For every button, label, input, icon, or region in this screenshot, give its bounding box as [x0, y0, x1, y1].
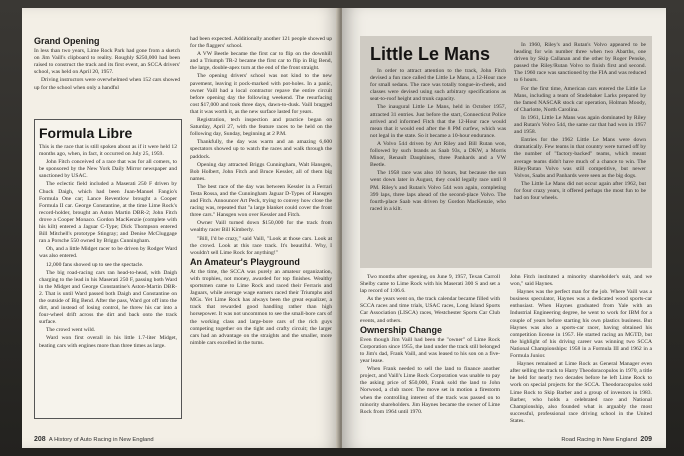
- paragraph: Two months after opening, on June 9, 1957, Texan Carroll Shelby came to Lime Rock with his Maserati 300 S and set a lap record of 1:06.6.: [360, 274, 500, 295]
- paragraph: In less than two years, Lime Rock Park had gone from a sketch on Jim Vaill's clipboard to reality. Roughly $250,000 had been raised to construct the track and its first event, an SCCA drivers' school, was held on April 20, 1957.: [34, 48, 180, 76]
- paragraph: Entries for the 1962 Little Le Mans were down dramatically. Few teams in that country were turned off by the number of "factory-backed" teams, which meant average teams didn't have much of a chance to win. The Riley/Rutan Volvo was still competitive, but newer Volvos, Saabs and Panhards were seen as the big dogs.: [514, 137, 646, 179]
- paragraph: Haynes remained at Lime Rock as General Manager even after selling the track to Harry Theodoracopulos in 1970, a title he held for nearly two decades before he left Lime Rock to work on special projects for the SCCA. Theodoracopulos sold Lime Rock to Skip Barber and a group of investors in 1983. Barber, who holds a celebrated race and National Championship, also founded what is arguably the most successful, professional race driving school in the United States.: [510, 361, 652, 424]
- paragraph: At the time, the SCCA was purely an amateur organization, with trophies, not money, awarded for top finishes. Wealthy sportsmen came to Lime Rock and raced their Ferraris and Jaguars, while average wage earners raced their Triumphs and MGs. Yet Lime Rock has always been the great equalizer, a track that rewarded good handling rather than high horsepower. It was not uncommon to see the small-bore cars of the working class and large-bore cars of the rich guys competing together on the tight and crafty circuit; the larger cars had an advantage on the straights and the smaller, more nimble cars excelled in the turns.: [190, 268, 332, 346]
- paragraph: The eclectic field included a Maserati 250 F driven by Chuck Daigh, which had been Juan-Manuel Fangio's Formula One car; Lance Reventlow brought a Cooper Formula II car. George Constantine, at the time Lime Rock's record-holder, brought an Aston Martin DBR-2; John Fitch drove a Cooper Monaco. Gordon MacKenzie (complete with his kilt) entered a Jaguar C-Type; Dick Thompson entered Bill Mitchell's prototype Stingray; and Denise McCluggage ran a Porsche 550 owned by Briggs Cunningham.: [39, 181, 177, 245]
- right-footer: [561, 436, 652, 443]
- left-footer: [34, 436, 154, 443]
- little-le-mans-heading: Little Le Mans: [370, 44, 491, 64]
- paragraph: Haynes was the perfect man for the job. Where Vaill was a business speculator, Haynes was a dedicated wood sports-car enthusiast. When Haynes graduated from Yale with an Industrial Engineering degree, he went to work for IBM for a couple of years before starting his own plastics business. But Haynes was also a sports-car racer, having obtained his competition license in 1957. He started racing an MGTD, but the highlight of his driving career was winning two SCCA National Championships: 1958 in a Formula III and 1962 in a Formula Junior.: [510, 289, 652, 360]
- ownership-heading: Ownership Change: [360, 324, 443, 335]
- paragraph: In 1960, Riley's and Rutan's Volvo appeared to be heading for win number three when two Abarths, one driven by Skip Callanan and the other by Roger Penske, passed the Riley/Rutan Volvo to finish first and second. The 1960 race was sanctioned by the FIA and was reduced to 6 hours.: [514, 42, 646, 84]
- formula-libre-heading: Formula Libre: [39, 125, 133, 141]
- paragraph: "Bill, I'd be crazy," said Vaill, "Look at those cars. Look at the crowd. Look at this race track. It's beautiful. Why, I wouldn't sell Lime Rock for anything!": [190, 235, 332, 256]
- paragraph: The crowd went wild.: [46, 327, 96, 334]
- left-page: [22, 8, 340, 448]
- page-number: 208: [34, 436, 46, 443]
- paragraph: John Fitch conceived of a race that was for all comers, to be sponsored by the New York Daily Mirror newspaper and sanctioned by USAC.: [39, 159, 177, 180]
- running-title: Road Racing in New England: [561, 437, 638, 443]
- paragraph: In 1961, Little Le Mans was again dominated by Riley and Rutan's Volvo 544, the same car that had won in 1957 and 1958.: [514, 114, 646, 136]
- paragraph: John Fitch instituted a minority shareholder's suit, and we won," said Haynes.: [510, 274, 652, 288]
- paragraph: A VW Beetle became the first car to flip on the downhill and a Triumph TR-2 became the first car to flip in Big Bend, the large, double-apex turn at the end of the front straight.: [190, 51, 332, 72]
- paragraph: Owner Vaill turned down $150,000 for the track from wealthy racer Bill Kimberly.: [190, 220, 332, 234]
- formula-libre-sidebar: [34, 119, 182, 419]
- paragraph: Registration, tech inspection and practice began on Saturday, April 27, with the feature races to be held on the following day, Sunday, beginning at 2 P.M.: [190, 117, 332, 138]
- page-number: 209: [640, 436, 652, 443]
- right-column-2: [510, 274, 652, 434]
- amateur-heading: An Amateur's Playground: [190, 256, 300, 267]
- paragraph: A Volvo 544 driven by Art Riley and Bill Rutan won, followed by such brands as Saab 93s, a DKW, a Morris Minor, Renault Dauphines, three Panhards and a VW Beetle.: [370, 140, 506, 169]
- paragraph: The big road-racing cars ran head-to-head, with Daigh charging to the lead in his Maserati 250 F, passing both Ward in the Midget and George Constantine's Aston-Martin DBR-2. That is until Ward passed both Daigh and Constantine on the outside of Big Bend. After the pass, Ward got off into the dirt, and instead of losing control, he threw his car into a four-wheel drift across the dirt and back onto the track surface.: [39, 269, 177, 326]
- grand-opening-section: [34, 36, 180, 93]
- paragraph: Even though Jim Vaill had been the "owner" of Lime Rock Corporation since 1955, the land under the track still belonged to Jim's dad, Frank Vaill, and was leased to his son on a five-year lease.: [360, 336, 500, 365]
- paragraph: When Frank needed to sell the land to finance another project, and Vaill's Lime Rock Corporation was unable to pay the asking price of $50,000, Frank sold the land to John Norwood, a club racer. The move set in motion a firestorm when the controlling interest of the track was passed on to minority shareholders. Jim Haynes became the owner of Lime Rock from 1964 until 1970.: [360, 366, 500, 415]
- paragraph: The best race of the day was between Kessler in a Ferrari Testa Rossa, and the Cunningham Jaguar D-Types of Hansgen and Fitch. Announcer Art Peck, trying to convey how close the racing was, repeated that "a large blanket could cover the front three cars." Hansgen won over Kessler and Fitch.: [190, 183, 332, 219]
- paragraph: Oh, and a little Midget racer to be driven by Rodger Ward was also entered.: [39, 246, 177, 260]
- paragraph: Ward won first overall in his little 1.7-liter Midget, beating cars with engines more than three times as large.: [39, 335, 177, 349]
- paragraph: As the years went on, the track calendar became filled with SCCA races and time trials, USAC races, Long Island Sports Car Association (LISCA) races, Westchester Sports Car Club events, and others.: [360, 296, 500, 324]
- paragraph: In order to attract attention to the track, John Fitch devised a fun race called the Little Le Mans, a 12-Hour race for small sedans. The race was totally tongue-in-cheek, and classes were devised using such arbitrary specifications as seat-to-roof height and trunk capacity.: [370, 68, 506, 103]
- little-le-mans-col2: [514, 42, 646, 264]
- running-title: A History of Auto Racing in New England: [48, 437, 154, 443]
- paragraph: The 1958 race was also 10 hours, but because the sun went down later in August, they could legally race until 8 PM. Riley's and Rutan's Volvo 544 won again, completing 399 laps, three laps ahead of the second-place Volvo. The fourth-place Saab was driven by Gordon MacKenzie, who raced in a kilt.: [370, 170, 506, 212]
- right-column-1: [360, 274, 500, 440]
- paragraph: The Little Le Mans did not occur again after 1962, but for four crazy years, it offered perhaps the most fun to be had on four wheels.: [514, 180, 646, 201]
- left-column-2: [190, 36, 332, 348]
- paragraph: Opening day attracted Briggs Cunningham, Walt Hansgen, Bob Holbert, John Fitch and Bruce Kessler, all of them big names.: [190, 161, 332, 182]
- grand-opening-heading: Grand Opening: [34, 36, 100, 46]
- paragraph: The opening drivers' school was not kind to the new pavement, leaving it pock-marked with pot-holes. In a panic, owner Vaill had a local contractor repave the entire circuit before opening day the following weekend. The resurfacing cost $17,000 and took three days, dawn-to-dusk. Vaill bragged that it was worth it, as the new surface lasted for years.: [190, 73, 332, 115]
- paragraph: The inaugural Little Le Mans, held in October 1957, attracted 31 entries. Just before the start, Connecticut Police arrived and informed Fitch that the 12-Hour race would mean that it would end after the 8 PM curfew, which was not legal in the state. So it became a 10-hour endurance.: [370, 104, 506, 139]
- paragraph: had been expected. Additionally another 121 people showed up for the flaggers' school.: [190, 36, 332, 50]
- paragraph: This is the race that is still spoken about as if it were held 12 months ago, when, in fact, it occurred on July 25, 1959.: [39, 144, 177, 158]
- right-page: [342, 8, 666, 448]
- little-le-mans-sidebar: [360, 36, 652, 268]
- paragraph: For the first time, American cars entered the Little Le Mans, including a team of Studebaker Larks prepared by the famed NASCAR stock car operation, Holman Moody, of Charlotte, North Carolina.: [514, 85, 646, 113]
- paragraph: Thankfully, the day was warm and an amazing 6,600 spectators showed up to watch the races and walk through the paddock.: [190, 139, 332, 160]
- little-le-mans-col1: [370, 68, 506, 264]
- paragraph: Driving instructors were overwhelmed when 152 cars showed up for the school when only a handful: [34, 77, 180, 91]
- paragraph: 12,000 fans showed up to see the spectacle.: [46, 261, 144, 268]
